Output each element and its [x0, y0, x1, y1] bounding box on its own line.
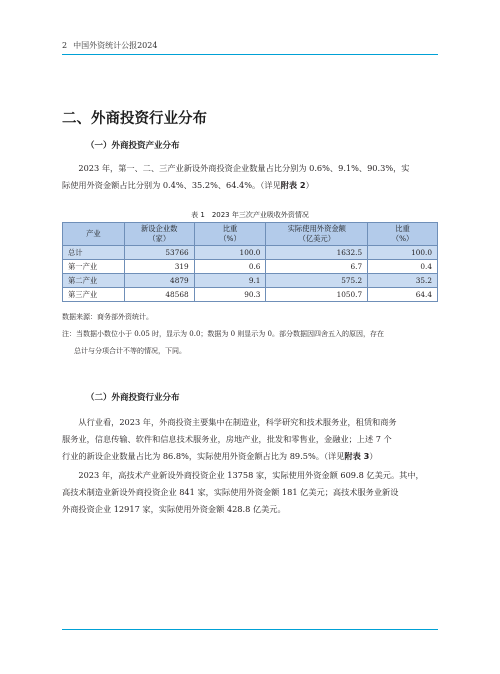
paragraph-line-end: ）	[305, 180, 314, 190]
paragraph-line: 2023 年，第一、二、三产业新设外商投资企业数量占比分别为 0.6%、9.1%、90.3%，实	[78, 163, 410, 173]
paragraph-line: 服务业，信息传输、软件和信息技术服务业，房地产业，批发和零售业，金融业；上述 7 个	[62, 434, 392, 444]
table-cell: 100.0	[194, 246, 266, 260]
table-cell: 575.2	[266, 274, 368, 288]
appendix-reference: 附表 2	[280, 180, 306, 190]
table-cell: 64.4	[368, 288, 438, 302]
paragraph-line: 外商投资企业 12917 家，实际使用外资金额 428.8 亿美元。	[62, 504, 286, 514]
header-sector: 产业	[63, 223, 125, 246]
table-cell: 1050.7	[266, 288, 368, 302]
table-cell: 总计	[63, 246, 125, 260]
table-caption: 表 1 2023 年三次产业吸收外资情况	[191, 211, 309, 219]
table-note: 注：当数据小数位小于 0.05 时，显示为 0.0；数据为 0 则显示为 0。部分数据因四舍五入的原因，存在	[62, 330, 384, 338]
table-row	[63, 246, 438, 260]
paragraph-high-tech	[62, 467, 440, 518]
table-cell: 319	[124, 260, 194, 274]
table-cell: 35.2	[368, 274, 438, 288]
section-title: 二、外商投资行业分布	[62, 111, 207, 127]
page-number: 2	[62, 41, 68, 50]
footer-rule	[62, 629, 438, 630]
table-cell: 第二产业	[63, 274, 125, 288]
table-row	[63, 260, 438, 274]
paragraph-line: 行业的新设企业数量占比为 86.8%，实际使用外资金额占比为 89.5%。（详见	[62, 451, 345, 461]
table-cell: 0.6	[194, 260, 266, 274]
table-cell: 1632.5	[266, 246, 368, 260]
header-share: 比重 （%）	[368, 223, 438, 246]
paragraph-sector-share	[62, 160, 440, 194]
table-cell: 0.4	[368, 260, 438, 274]
paragraph-line: 高技术制造业新设外商投资企业 841 家，实际使用外资金额 181 亿美元；高技术服务业新设	[62, 487, 399, 497]
subsection-heading-industry-sector: （一）外商投资产业分布	[86, 141, 180, 151]
table-cell: 90.3	[194, 288, 266, 302]
running-header	[62, 40, 157, 51]
table-cell: 9.1	[194, 274, 266, 288]
header-actual-use: 实际使用外资金额 （亿美元）	[266, 223, 368, 246]
header-rule	[62, 54, 438, 55]
table-source: 数据来源：商务部外资统计。	[62, 313, 153, 321]
header-new-enterprises: 新设企业数 （家）	[124, 223, 194, 246]
publication-title: 中国外资统计公报2024	[73, 41, 158, 50]
table-cell: 4879	[124, 274, 194, 288]
table-row	[63, 274, 438, 288]
table-cell: 100.0	[368, 246, 438, 260]
paragraph-line: 际使用外资金额占比分别为 0.4%、35.2%、64.4%。（详见	[62, 180, 281, 190]
paragraph-line: 2023 年，高技术产业新设外商投资企业 13758 家，实际使用外资金额 609.8 亿美元。其中，	[78, 470, 424, 480]
header-share: 比重 （%）	[194, 223, 266, 246]
appendix-reference: 附表 3	[344, 451, 370, 461]
paragraph-line-end: ）	[369, 451, 378, 461]
table-row	[63, 288, 438, 302]
table-cell: 第三产业	[63, 288, 125, 302]
subsection-heading-industry-distribution: （二）外商投资行业分布	[86, 393, 180, 403]
paragraph-top-industries	[62, 414, 440, 465]
table-cell: 6.7	[266, 260, 368, 274]
table-note-continued: 总计与分项合计不等的情况，下同。	[74, 347, 186, 355]
table-cell: 第一产业	[63, 260, 125, 274]
paragraph-line: 从行业看，2023 年，外商投资主要集中在制造业，科学研究和技术服务业，租赁和商务	[78, 417, 397, 427]
sector-fdi-table	[62, 222, 438, 302]
table-header-row	[63, 223, 438, 246]
table-cell: 48568	[124, 288, 194, 302]
table-cell: 53766	[124, 246, 194, 260]
